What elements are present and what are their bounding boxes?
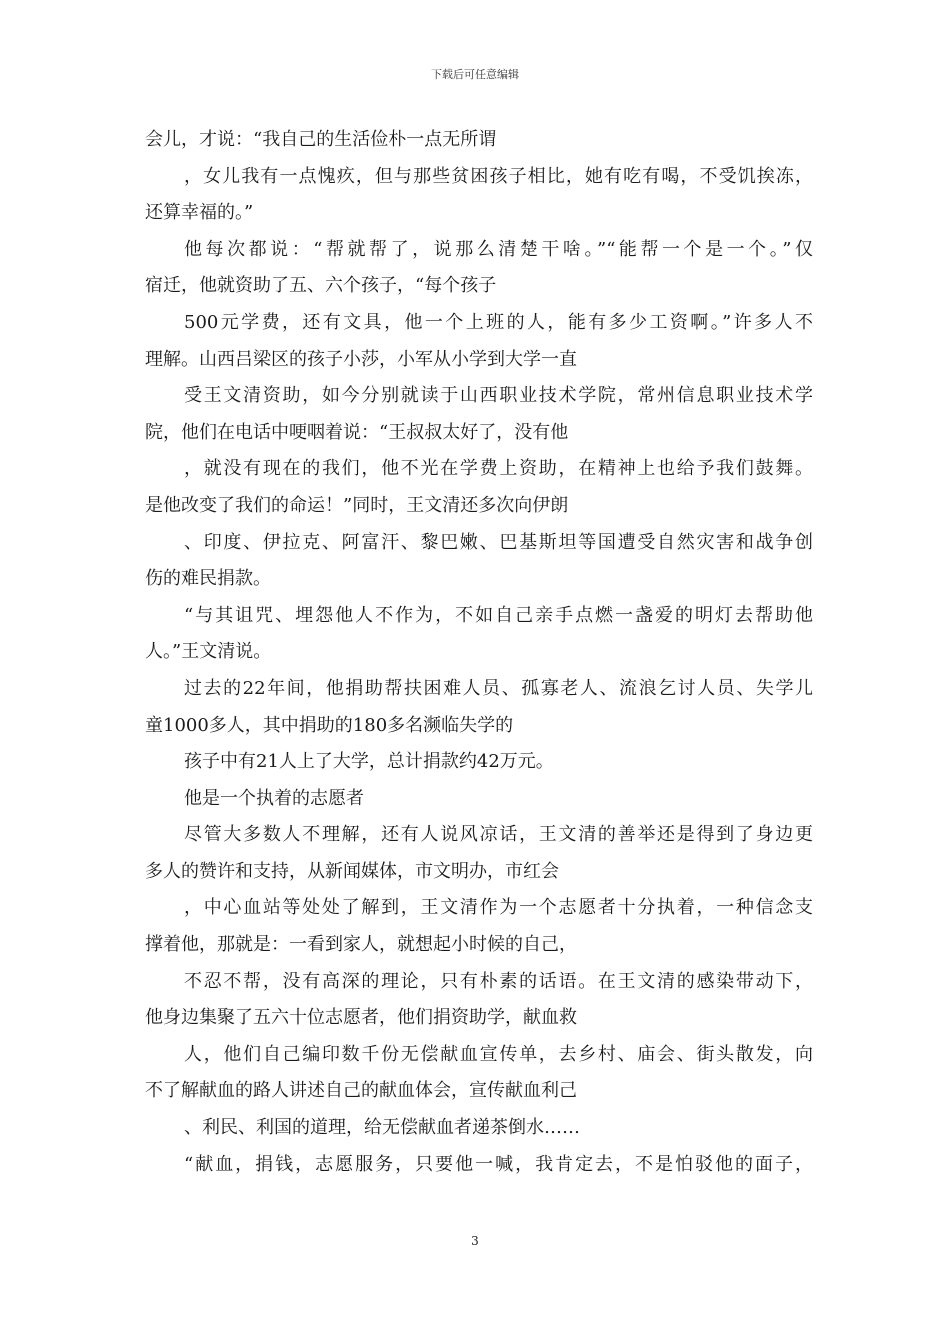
text-line: ，中心血站等处处了解到，王文清作为一个志愿者十分执着，一种信念支 bbox=[184, 897, 813, 919]
text-line: 会儿，才说：“我自己的生活俭朴一点无所谓 bbox=[145, 129, 497, 150]
text-line: 、利民、利国的道理，给无偿献血者递茶倒水…… bbox=[184, 1117, 580, 1139]
text-line: 他每次都说：“帮就帮了，说那么清楚干啥。”“能帮一个是一个。”仅 bbox=[184, 238, 813, 260]
text-line: 500元学费，还有文具，他一个上班的人，能有多少工资啊。”许多人不 bbox=[184, 311, 813, 333]
text-line: 多人的赞许和支持，从新闻媒体，市文明办，市红会 bbox=[145, 860, 559, 882]
text-line: 人，他们自己编印数千份无偿献血宣传单，去乡村、庙会、街头散发，向 bbox=[184, 1043, 813, 1065]
text-line: 不了解献血的路人讲述自己的献血体会，宣传献血利己 bbox=[145, 1080, 577, 1102]
text-line: ，女儿我有一点愧疚，但与那些贫困孩子相比，她有吃有喝，不受饥挨冻， bbox=[184, 165, 813, 187]
text-line: 院，他们在电话中哽咽着说：“王叔叔太好了，没有他 bbox=[145, 421, 569, 443]
text-line: “与其诅咒、埋怨他人不作为，不如自己亲手点燃一盏爱的明灯去帮助他 bbox=[184, 604, 813, 626]
text-line: 过去的22年间，他捐助帮扶困难人员、孤寡老人、流浪乞讨人员、失学儿 bbox=[184, 677, 813, 699]
text-line: 撑着他，那就是：一看到家人，就想起小时候的自己， bbox=[145, 934, 577, 956]
text-line: 童1000多人，其中捐助的180多名濒临失学的 bbox=[145, 714, 514, 736]
text-line: 、印度、伊拉克、阿富汗、黎巴嫩、巴基斯坦等国遭受自然灾害和战争创 bbox=[184, 531, 813, 553]
text-line: 尽管大多数人不理解，还有人说风凉话，王文清的善举还是得到了身边更 bbox=[184, 824, 813, 846]
text-line: 理解。山西吕梁区的孩子小莎，小军从小学到大学一直 bbox=[145, 348, 577, 370]
text-line: 他是一个执着的志愿者 bbox=[184, 787, 364, 809]
text-line: 是他改变了我们的命运！”同时，王文清还多次向伊朗 bbox=[145, 494, 569, 516]
page-number: 3 bbox=[471, 1234, 479, 1248]
text-line: 还算幸福的。” bbox=[145, 202, 254, 224]
document-body bbox=[145, 122, 813, 1183]
text-line: 受王文清资助，如今分别就读于山西职业技术学院，常州信息职业技术学 bbox=[184, 385, 813, 407]
text-line: 伤的难民捐款。 bbox=[145, 568, 271, 590]
text-line: 不忍不帮，没有高深的理论，只有朴素的话语。在王文清的感染带动下， bbox=[184, 970, 813, 992]
text-line: 他身边集聚了五六十位志愿者，他们捐资助学，献血救 bbox=[145, 1007, 577, 1029]
text-line: 宿迁，他就资助了五、六个孩子，“每个孩子 bbox=[145, 275, 497, 297]
text-line: “献血，捐钱，志愿服务，只要他一喊，我肯定去，不是怕驳他的面子， bbox=[184, 1153, 813, 1175]
text-line: 孩子中有21人上了大学，总计捐款约42万元。 bbox=[184, 751, 554, 773]
text-line: ，就没有现在的我们，他不光在学费上资助，在精神上也给予我们鼓舞。 bbox=[184, 458, 813, 480]
page-header: 下载后可任意编辑 bbox=[431, 68, 519, 81]
text-line: 人。”王文清说。 bbox=[145, 641, 272, 663]
